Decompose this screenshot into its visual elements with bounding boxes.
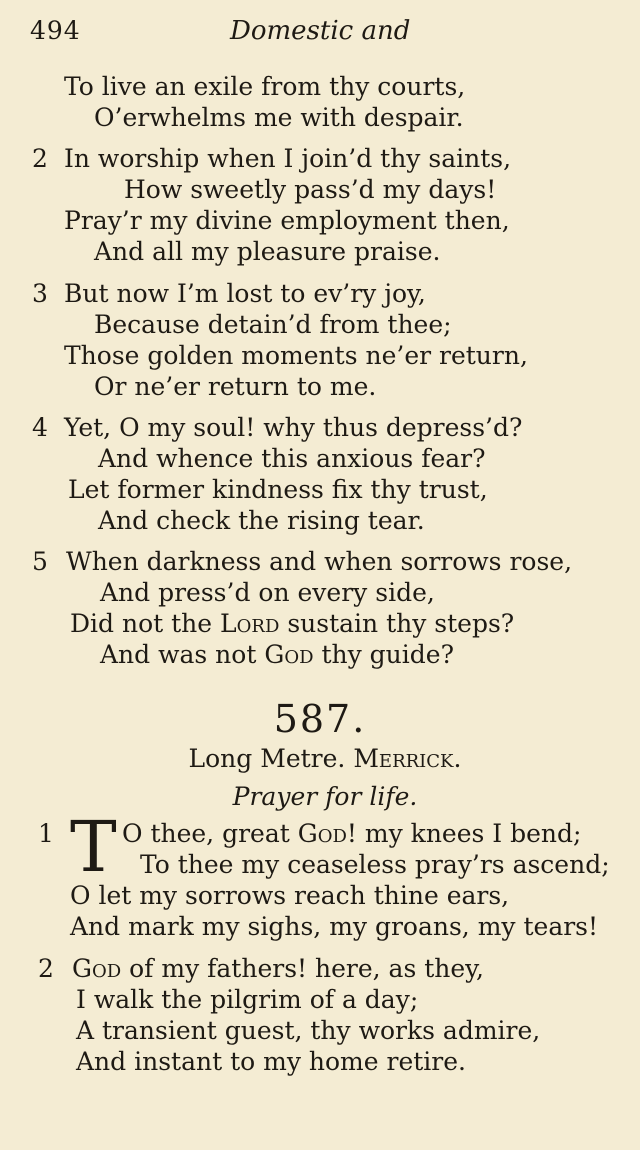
- verse-line: To live an exile from thy courts,: [64, 72, 466, 101]
- verse-line: In worship when I join’d thy saints,: [64, 144, 512, 173]
- verse-line: When darkness and when sorrows rose,: [66, 547, 573, 576]
- verse-line: How sweetly pass’d my days!: [124, 175, 497, 204]
- verse-line: To thee my ceaseless pray’rs ascend;: [140, 850, 610, 879]
- verse-line: Or ne’er return to me.: [94, 372, 377, 401]
- verse-text: of my fathers! here, as they,: [121, 954, 484, 983]
- verse-line: And instant to my home retire.: [76, 1047, 466, 1076]
- verse-number: 4: [32, 413, 48, 442]
- verse-line: O’erwhelms me with despair.: [94, 103, 464, 132]
- verse-line: Because detain’d from thee;: [94, 310, 452, 339]
- hymn-metre-line: [0, 744, 640, 773]
- god-smallcaps: God: [72, 954, 122, 983]
- verse-line: Those golden moments ne’er return,: [64, 341, 528, 370]
- verse-number: 2: [38, 954, 54, 983]
- lord-smallcaps: Lord: [220, 609, 280, 638]
- verse-line: And whence this anxious fear?: [98, 444, 486, 473]
- verse-line: And all my pleasure praise.: [94, 237, 441, 266]
- page-header: [30, 16, 610, 50]
- god-smallcaps: God: [297, 819, 347, 848]
- verse-text: ! my knees I bend;: [346, 819, 582, 848]
- verse-line: And press’d on every side,: [100, 578, 435, 607]
- verse-line: A transient guest, thy works admire,: [76, 1016, 541, 1045]
- verse-line: [70, 609, 514, 639]
- verse-text: sustain thy steps?: [279, 609, 515, 638]
- hymn-metre: Long Metre.: [188, 744, 346, 773]
- verse-line: [72, 954, 484, 984]
- verse-line: O let my sorrows reach thine ears,: [70, 881, 510, 910]
- running-head: Domestic and: [230, 16, 411, 46]
- verse-line: Yet, O my soul! why thus depress’d?: [64, 413, 523, 442]
- hymn-number: 587.: [273, 697, 367, 741]
- verse-text: O thee, great: [122, 819, 298, 848]
- verse-line: [122, 819, 581, 849]
- verse-line: I walk the pilgrim of a day;: [76, 985, 419, 1014]
- verse-number: 1: [38, 819, 54, 848]
- drop-cap: T: [70, 806, 117, 888]
- verse-text: Did not the: [70, 609, 221, 638]
- verse-text: And was not: [100, 640, 265, 669]
- verse-number: 3: [32, 279, 48, 308]
- verse-line: And mark my sighs, my groans, my tears!: [70, 912, 599, 941]
- verse-line: And check the rising tear.: [98, 506, 425, 535]
- verse-line: Let former kindness fix thy trust,: [68, 475, 488, 504]
- verse-text: thy guide?: [313, 640, 454, 669]
- hymn-title: Prayer for life.: [232, 782, 418, 811]
- verse-line: But now I’m lost to ev’ry joy,: [64, 279, 426, 308]
- page-number: 494: [30, 16, 81, 45]
- god-smallcaps: God: [264, 640, 314, 669]
- verse-number: 2: [32, 144, 48, 173]
- verse-line: Pray’r my divine employment then,: [64, 206, 510, 235]
- verse-line: [100, 640, 454, 670]
- verse-number: 5: [32, 547, 48, 576]
- hymn-author: Merrick.: [353, 744, 462, 773]
